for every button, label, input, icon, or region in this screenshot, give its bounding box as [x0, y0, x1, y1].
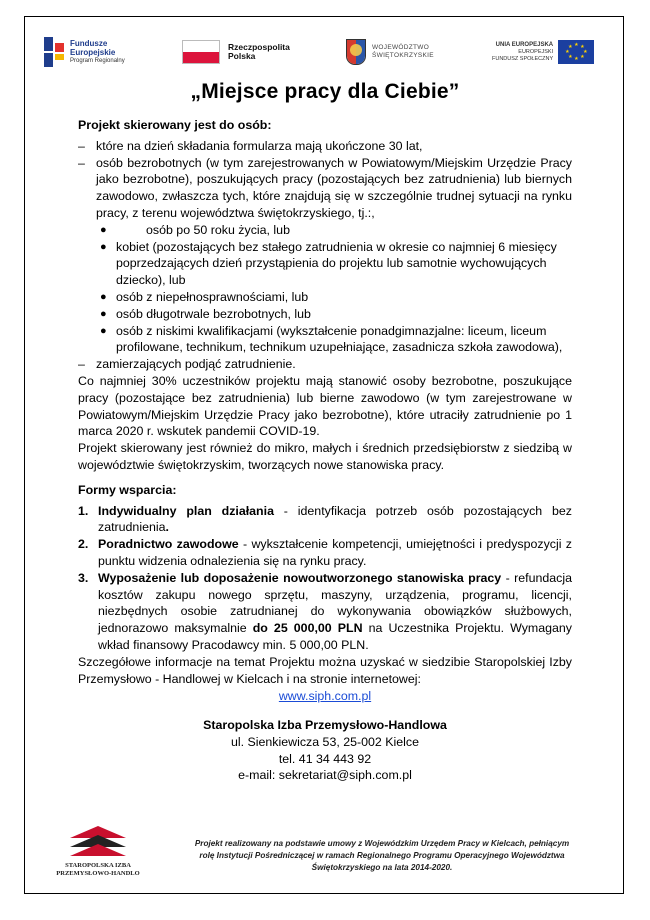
fe-mark-icon: [44, 37, 64, 67]
dash-marker: –: [78, 138, 85, 153]
footer-note: Projekt realizowany na podstawie umowy z Wojewódzkim Urzędem Pracy w Kielcach, pełniącym rolę Instytucji Pośredniczącej w ramach Regionalnego Programu Operacyjnego Województwa Świętokrzyskiego na lata 2014-2020.: [194, 839, 570, 872]
page-title: „Miejsce pracy dla Ciebie”: [190, 80, 460, 103]
bullet-item: [78, 289, 572, 306]
support-item-tail: na Uczestnika Projektu. Wymagany wkład finansowy Pracodawcy min. 5 000,00 PLN.: [98, 621, 572, 652]
support-item-end: .: [165, 520, 169, 535]
eu-flag-icon: ★ ★ ★ ★ ★ ★ ★ ★: [558, 40, 594, 64]
siph-logo-line2: PRZEMYSŁOWO-HANDLO: [56, 870, 140, 877]
contact-org: Staropolska Izba Przemysłowo-Handlowa: [203, 718, 447, 733]
rzeczpospolita-logo: [182, 34, 290, 70]
ue-line2: EUROPEJSKI: [518, 48, 554, 55]
covid-paragraph: Co najmniej 30% uczestników projektu mają stanowić osoby bezrobotne, poszukujące pracy (pozostające bez zatrudnienia) lub bierne zawodowo (w tym zarejestrowane w Powiatowym/Miejskim Urzędzie Pracy jako bezrobotne), które utraciły zatrudnienie po 1 marca 2020 r. wskutek pandemii COVID-19.: [78, 373, 572, 439]
support-item-number: 3.: [78, 570, 89, 585]
sw-line2: ŚWIĘTOKRZYSKIE: [372, 52, 434, 59]
ue-line1: UNIA EUROPEJSKA: [495, 41, 554, 48]
fundusze-europejskie-logo: [44, 34, 125, 70]
dash-marker: –: [78, 155, 85, 170]
bullet-item-text: kobiet (pozostających bez stałego zatrudnienia w okresie co najmniej 6 miesięcy poprzedzających dzień przystąpienia do projektu lub samotnie wychowujących dziecko), lub: [116, 239, 557, 288]
main-content: [78, 117, 572, 784]
dash-item: [78, 138, 572, 155]
bullet-icon: ●: [100, 223, 107, 236]
website-line: [78, 688, 572, 705]
contact-address: ul. Sienkiewicza 53, 25-002 Kielce: [230, 734, 420, 749]
bullet-item: [78, 239, 572, 289]
roof-logo-icon: [68, 826, 128, 860]
support-heading: Formy wsparcia:: [78, 482, 177, 497]
support-item: [78, 570, 572, 654]
support-item-text: - wykształcenie kompetencji, umiejętności i predyspozycji z punktu widzenia odnalezienia się na rynku pracy.: [98, 537, 572, 568]
support-item-number: 1.: [78, 503, 89, 518]
dash-item-text: zamierzających podjąć zatrudnienie.: [96, 357, 296, 372]
bullet-icon: ●: [100, 307, 107, 320]
support-item-amount: do 25 000,00 PLN: [252, 621, 363, 636]
fe-line3: Program Regionalny: [70, 57, 125, 64]
support-item-number: 2.: [78, 537, 89, 552]
unia-europejska-logo: [492, 34, 594, 70]
dash-item: [78, 356, 572, 373]
support-item: [78, 536, 572, 570]
support-item-text: - identyfikacja potrzeb osób pozostających bez zatrudnienia: [98, 503, 572, 535]
bullet-item: [78, 323, 572, 357]
support-item-title: Poradnictwo zawodowe: [98, 537, 239, 552]
siph-logo: [52, 826, 144, 878]
bullet-icon: ●: [100, 324, 107, 337]
support-item-title: Wyposażenie lub doposażenie nowoutworzonego stanowiska pracy: [98, 570, 502, 585]
bullet-item: [78, 222, 572, 239]
website-link[interactable]: www.siph.com.pl: [278, 689, 372, 704]
support-item-text: - refundacja kosztów zakupu nowego sprzętu, maszyny, urządzenia, programu, licencji, niezbędnych osobie zatrudnianej do wykonywania obowiązków służbowych, jednorazowo maksymalnie: [98, 570, 572, 636]
wojewodztwo-logo: [346, 34, 434, 70]
bullet-item-text: osób długotrwale bezrobotnych, lub: [116, 306, 311, 321]
rp-line1: Rzeczpospolita: [228, 42, 290, 52]
target-heading: Projekt skierowany jest do osób:: [78, 118, 272, 132]
support-item: [78, 503, 572, 537]
polish-flag-icon: [182, 40, 220, 64]
rp-line2: Polska: [228, 51, 256, 61]
bullet-item-text: osób po 50 roku życia, lub: [146, 222, 290, 237]
bullet-icon: ●: [100, 290, 107, 303]
dash-item: [78, 155, 572, 222]
support-item-title: Indywidualny plan działania: [98, 503, 274, 518]
contact-block: [78, 717, 572, 784]
ue-line3: FUNDUSZ SPOŁECZNY: [492, 55, 554, 62]
contact-phone: tel. 41 34 443 92: [278, 751, 372, 766]
dash-marker: –: [78, 357, 85, 372]
fe-line1: Fundusze: [70, 38, 108, 48]
bullet-item-text: osób z niskimi kwalifikacjami (wykształcenie ponadgimnazjalne: liceum, liceum profilowane, technikum, technikum uzupełniające, zasadnicza szkoła zawodowa),: [116, 323, 563, 355]
crest-icon: [346, 39, 366, 65]
info-paragraph: Szczegółowe informacje na temat Projektu można uzyskać w siedzibie Staropolskiej Izby Przemysłowo - Handlowej w Kielcach i na stronie internetowej:: [78, 654, 572, 686]
siph-logo-line1: STAROPOLSKA IZBA: [65, 862, 131, 869]
dash-item-text: które na dzień składania formularza mają ukończone 30 lat,: [96, 138, 423, 153]
bullet-item-text: osób z niepełnosprawnościami, lub: [116, 289, 309, 304]
contact-email[interactable]: e-mail: sekretariat@siph.com.pl: [238, 768, 412, 783]
fe-line2: Europejskie: [70, 47, 116, 57]
bullet-item: [78, 306, 572, 323]
dash-item-text: osób bezrobotnych (w tym zarejestrowanych w Powiatowym/Miejskim Urzędzie Pracy jako bezrobotne), poszukujących pracy (pozostających bez zatrudnienia) lub biernych zawodowo, zwłaszcza tych, które znajdują się w szczególnie trudnej sytuacji na rynku pracy, z terenu województwa świętokrzyskiego, tj.:,: [96, 155, 572, 220]
sw-line1: WOJEWÓDZTWO: [372, 44, 430, 51]
bullet-icon: ●: [100, 240, 107, 253]
companies-paragraph: Projekt skierowany jest również do mikro, małych i średnich przedsiębiorstw z siedzibą w województwie świętokrzyskim, tworzących nowe stanowiska pracy.: [78, 441, 572, 472]
